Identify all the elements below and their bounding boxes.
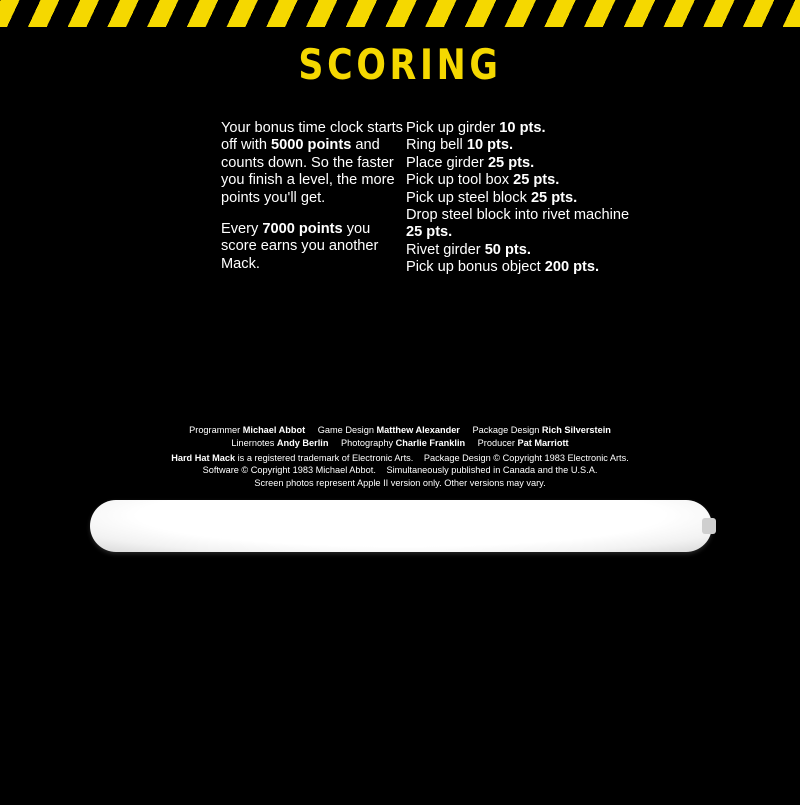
- score-points: 10 pts.: [499, 120, 546, 136]
- credits-row-2: [0, 437, 800, 450]
- score-points: 25 pts.: [530, 189, 578, 206]
- score-points: 50 pts.: [484, 241, 531, 258]
- credit-name: Michael Abbot: [242, 425, 306, 435]
- legal-block: [0, 452, 800, 489]
- score-action: Pick up tool box: [406, 172, 510, 189]
- bonus-paragraph-2: [221, 221, 406, 273]
- credit-name: Matthew Alexander: [376, 425, 460, 435]
- page-title: SCORING: [298, 40, 502, 89]
- legal-line-1-tail: Package Design © Copyright 1983 Electronic Arts.: [423, 453, 629, 463]
- score-points: 25 pts.: [406, 224, 453, 241]
- bonus-p2-part1: Every: [221, 221, 263, 238]
- credit-name: Rich Silverstein: [541, 425, 611, 435]
- bonus-p2-bold: 7000 points: [262, 221, 343, 238]
- credit-name: Charlie Franklin: [395, 438, 466, 448]
- score-list-column: [406, 120, 641, 277]
- bonus-p1-bold: 5000 points: [271, 137, 352, 154]
- disc-sleeve-capsule: [90, 500, 712, 552]
- credits-block: [0, 424, 800, 450]
- score-action: Drop steel block into rivet machine: [406, 207, 630, 224]
- legal-line-2: [0, 464, 800, 476]
- score-points: 10 pts.: [466, 137, 514, 154]
- score-action: Rivet girder: [406, 241, 481, 258]
- score-item: [406, 242, 641, 259]
- credit-role: Package Design: [472, 425, 540, 435]
- legal-line-1: [0, 452, 800, 464]
- credit-role: Photography: [341, 438, 394, 448]
- bonus-p1-part3: and counts down. So the faster you finish a level, the more points you'll get.: [221, 137, 395, 206]
- score-action: Pick up steel block: [406, 189, 527, 206]
- legal-line-1-rest: is a registered trademark of Electronic Arts.: [237, 453, 414, 463]
- score-item: [406, 190, 641, 207]
- score-points: 25 pts.: [487, 154, 535, 171]
- score-action: Place girder: [406, 154, 484, 171]
- credit-name: Andy Berlin: [276, 438, 329, 448]
- credit-role: Linernotes: [231, 438, 275, 448]
- legal-line-2-tail: Simultaneously published in Canada and the U.S.A.: [386, 465, 598, 476]
- score-item: [406, 207, 641, 242]
- bonus-text-column: [221, 120, 406, 277]
- score-action: Pick up bonus object: [406, 259, 541, 276]
- capsule-end-nub: [702, 518, 716, 534]
- score-item: [406, 120, 641, 137]
- content-columns: [221, 120, 641, 277]
- credit-role: Programmer: [189, 425, 241, 435]
- score-item: [406, 172, 641, 189]
- score-item: [406, 155, 641, 172]
- hazard-stripe-band: [0, 0, 800, 30]
- score-action: Ring bell: [406, 137, 463, 154]
- bonus-p2-part3: you score earns you another Mack.: [221, 221, 379, 272]
- score-item: [406, 137, 641, 154]
- credit-role: Producer: [477, 438, 515, 448]
- score-points: 200 pts.: [544, 259, 600, 276]
- score-action: Pick up girder: [406, 120, 496, 136]
- credit-name: Pat Marriott: [517, 438, 569, 448]
- bonus-p1-part1: Your bonus time clock starts off with: [221, 120, 403, 154]
- credit-role: Game Design: [317, 425, 374, 435]
- bonus-paragraph-1: [221, 120, 406, 207]
- credits-row-1: [0, 424, 800, 437]
- hazard-band-bottom-edge: [0, 27, 800, 30]
- score-item: [406, 259, 641, 276]
- legal-trademark-name: Hard Hat Mack: [171, 453, 236, 463]
- legal-line-2-text: Software © Copyright 1983 Michael Abbot.: [202, 465, 376, 476]
- legal-line-3: Screen photos represent Apple II version only. Other versions may vary.: [254, 477, 546, 488]
- score-points: 25 pts.: [513, 172, 560, 189]
